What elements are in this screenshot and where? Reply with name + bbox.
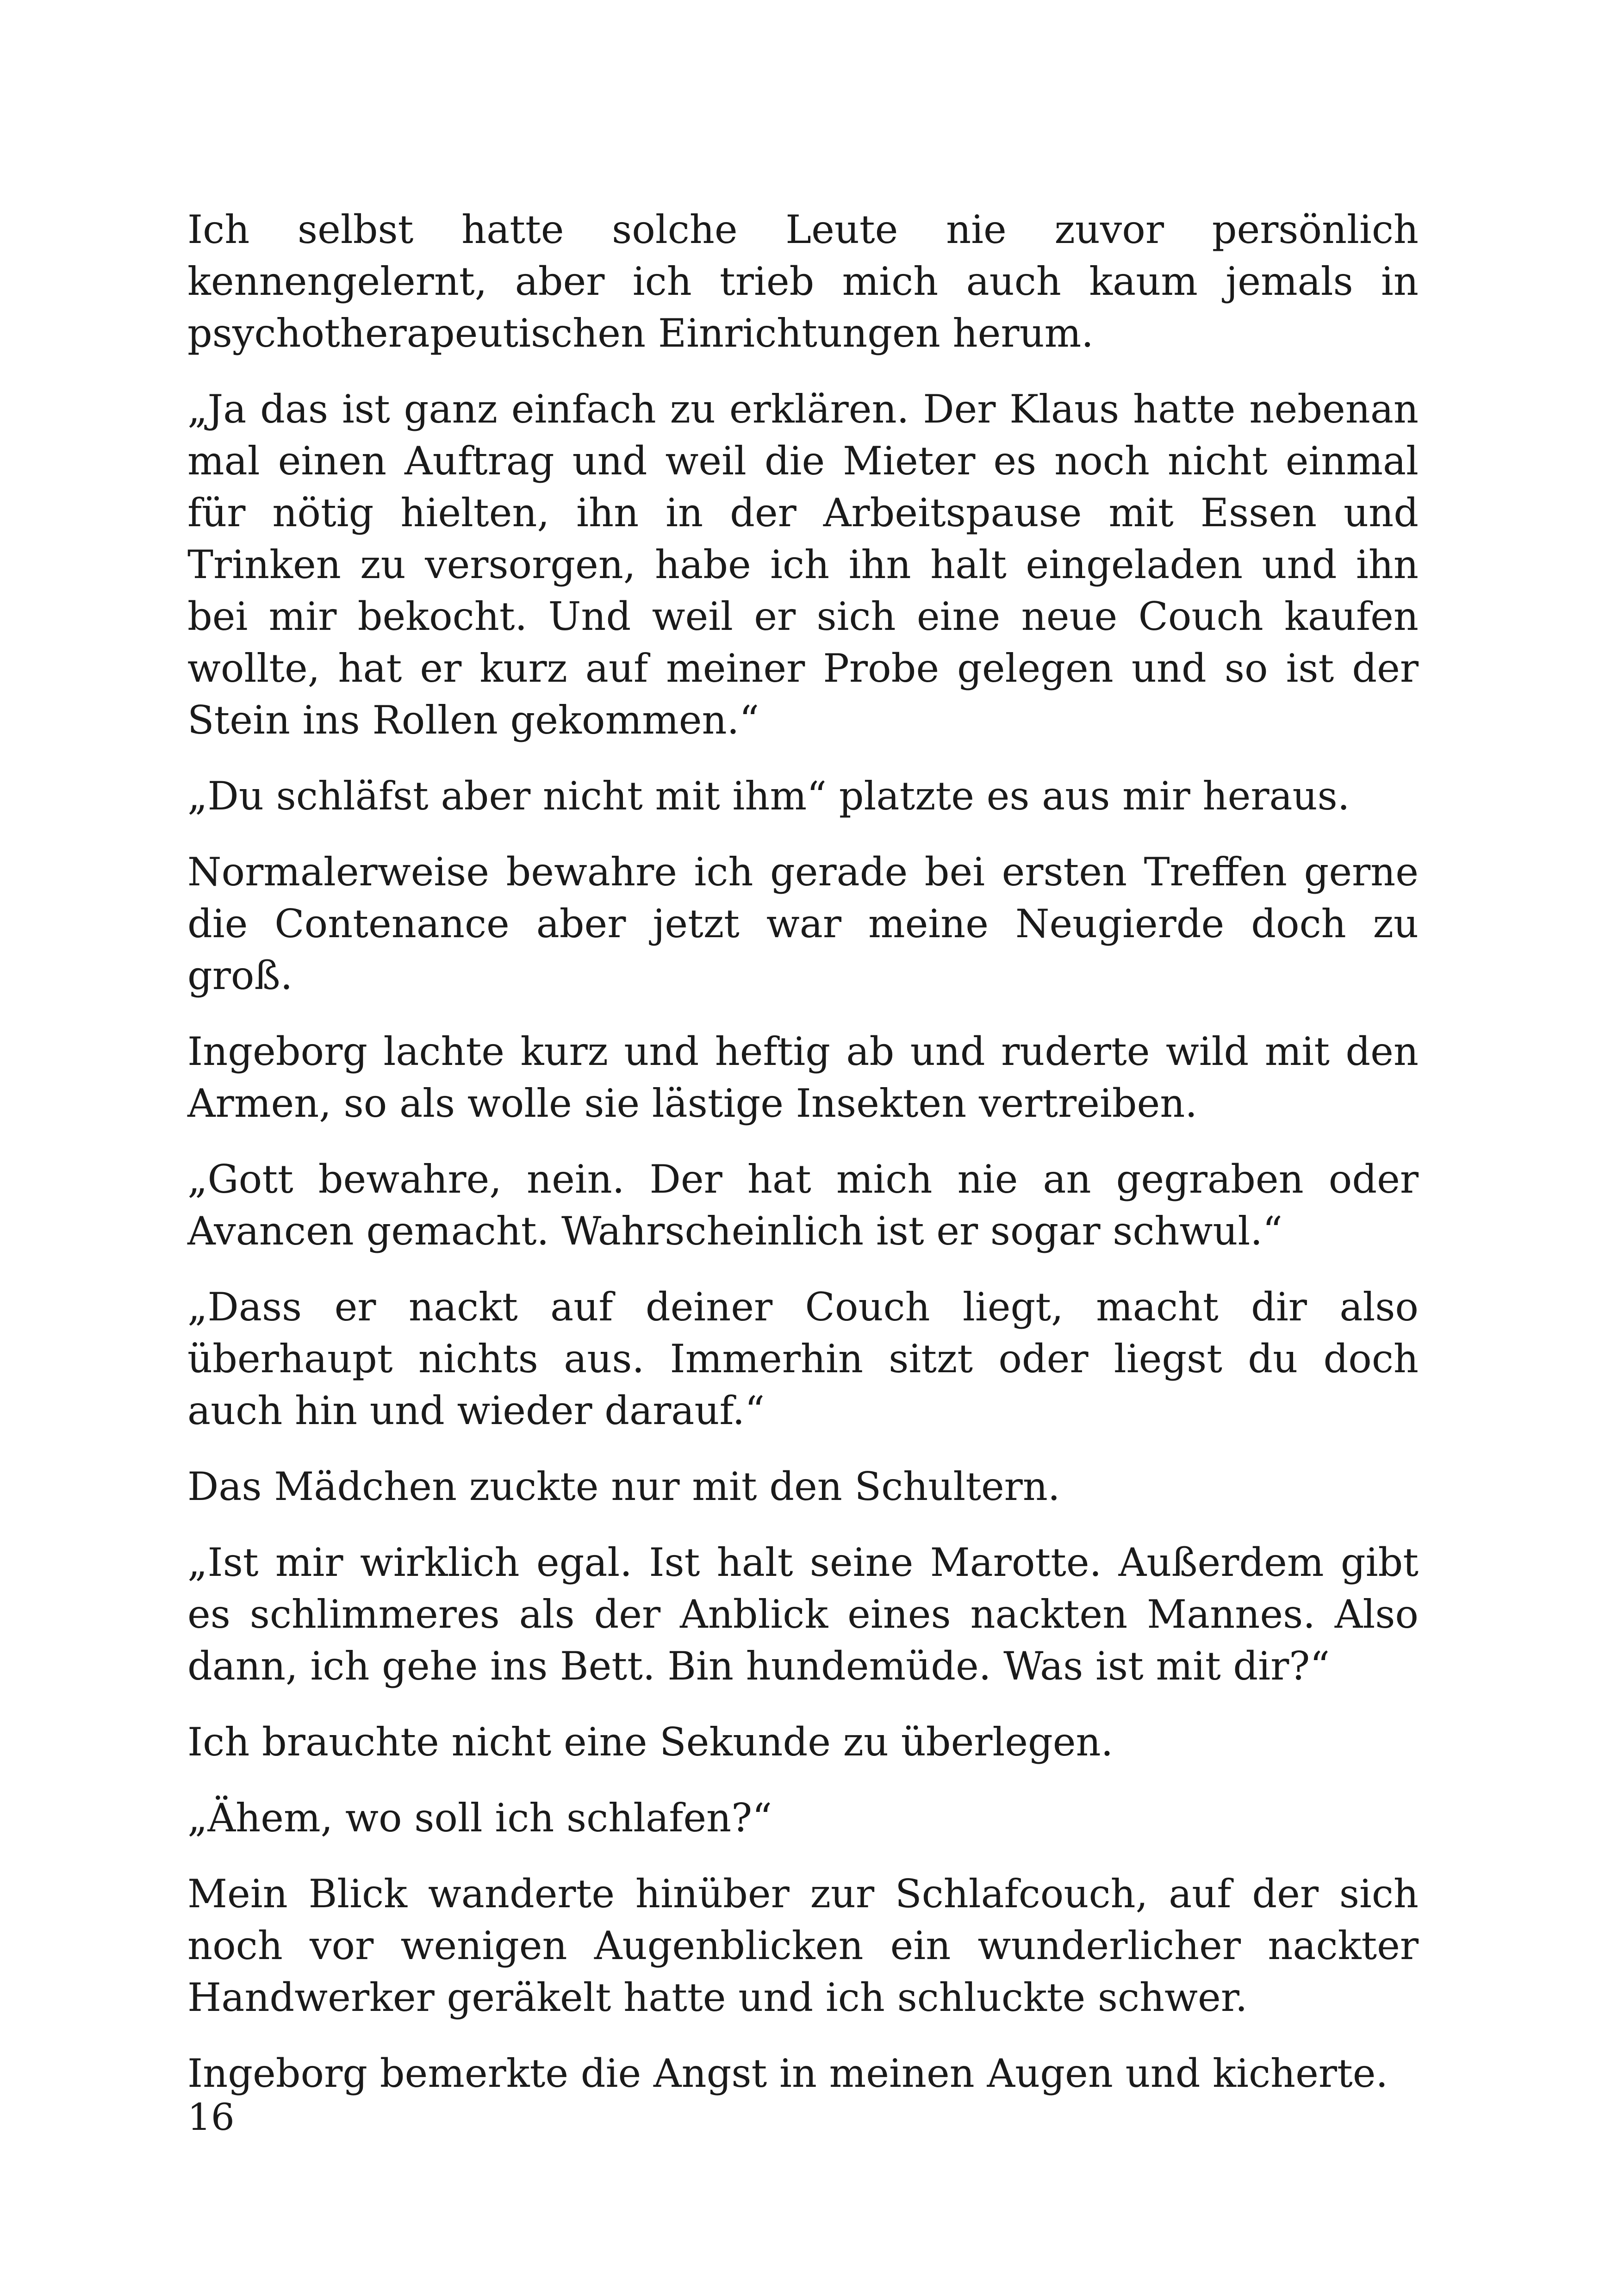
paragraph: „Ja das ist ganz einfach zu erklären. Der Klaus hatte nebenan mal einen Auftrag und weil die Mieter es noch nicht einmal für nötig hielten, ihn in der Arbeitspause mit Essen und Trinken zu versorgen, habe ich ihn halt eingeladen und ihn bei mir bekocht. Und weil er sich eine neue Couch kaufen wollte, hat er kurz auf meiner Probe gelegen und so ist der Stein ins Rollen gekommen.“ (187, 386, 1419, 743)
paragraph: Ich brauchte nicht eine Sekunde zu überlegen. (187, 1719, 1114, 1765)
paragraph: Ingeborg bemerkte die Angst in meinen Augen und kicherte. (187, 2051, 1388, 2096)
paragraph: Ich selbst hatte solche Leute nie zuvor persönlich kennengelernt, aber ich trieb mich auch kaum jemals in psychotherapeutischen Einrichtungen herum. (187, 207, 1419, 356)
paragraph: „Ähem, wo soll ich schlafen?“ (187, 1795, 772, 1841)
paragraph: Das Mädchen zuckte nur mit den Schultern. (187, 1464, 1060, 1509)
paragraph: Mein Blick wanderte hinüber zur Schlafcouch, auf der sich noch vor wenigen Augenblicken ein wunderlicher nackter Handwerker geräkelt hatte und ich schluckte schwer. (187, 1871, 1419, 2020)
paragraph: „Gott bewahre, nein. Der hat mich nie an gegraben oder Avancen gemacht. Wahrscheinlich ist er sogar schwul.“ (187, 1157, 1419, 1254)
page-number: 16 (187, 2096, 235, 2139)
paragraph: „Dass er nackt auf deiner Couch liegt, macht dir also überhaupt nichts aus. Immerhin sitzt oder liegst du doch auch hin und wieder darauf.“ (187, 1284, 1419, 1433)
body-text (187, 204, 1419, 2099)
paragraph: „Ist mir wirklich egal. Ist halt seine Marotte. Außerdem gibt es schlimmeres als der Anblick eines nackten Mannes. Also dann, ich gehe ins Bett. Bin hundemüde. Was ist mit dir?“ (187, 1540, 1419, 1689)
paragraph: Ingeborg lachte kurz und heftig ab und ruderte wild mit den Armen, so als wolle sie lästige Insekten vertreiben. (187, 1029, 1419, 1126)
paragraph: Normalerweise bewahre ich gerade bei ersten Treffen gerne die Contenance aber jetzt war meine Neugierde doch zu groß. (187, 849, 1419, 998)
paragraph: „Du schläfst aber nicht mit ihm“ platzte es aus mir heraus. (187, 773, 1350, 819)
